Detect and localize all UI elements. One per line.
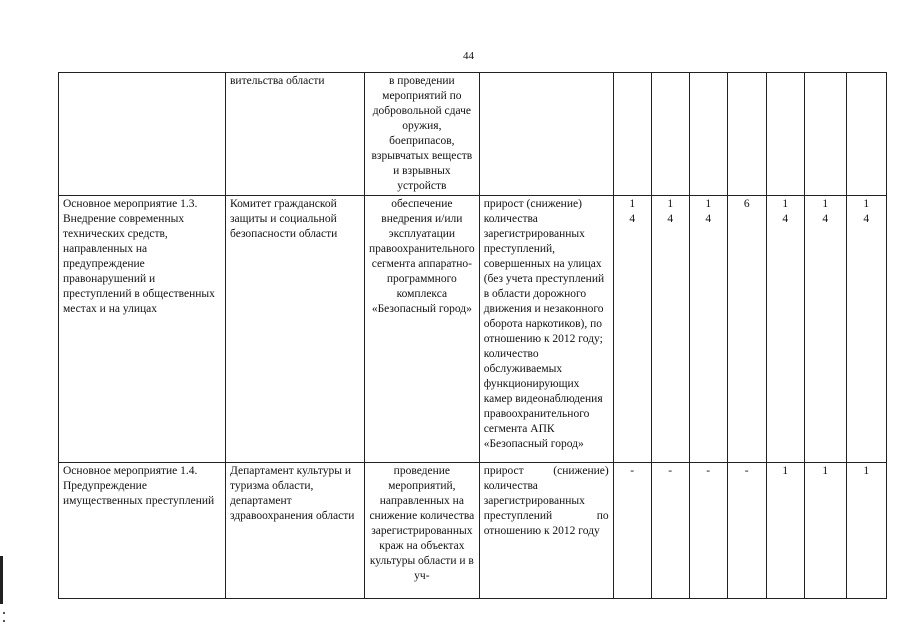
table-row: [59, 196, 887, 463]
purpose-cell: обеспечение внедрения и/или эксплуатации правоохранительного сегмента аппаратно-программного комплекса «Безопасный город»: [365, 196, 480, 463]
indicator-cell: прирост (снижение) количества зарегистрированных преступлений по отношению к 2012 году: [479, 463, 613, 599]
value-cell: -: [651, 463, 689, 599]
indicator-cell: прирост (снижение) количества зарегистрированных преступлений, совершенных на улицах (без учета преступлений в области дорожного движения и незаконного оборота наркотиков), по отношению к 2012 году; количество обслуживаемых функционирующих камер видеонаблюдения правоохранительного сегмента АПК «Безопасный город»: [479, 196, 613, 463]
event-cell: Основное мероприятие 1.3. Внедрение современных технических средств, направленных на предупреждение правонарушений и преступлений в общественных местах и на улицах: [59, 196, 226, 463]
value-cell: [766, 73, 804, 196]
value-cell: 6: [727, 196, 766, 463]
executor-cell: Департамент культуры и туризма области, департамент здравоохранения области: [226, 463, 365, 599]
scan-edge-mark: [0, 556, 3, 604]
value-cell: [846, 73, 886, 196]
indicator-cell: [479, 73, 613, 196]
value-cell: 1 4: [804, 196, 846, 463]
value-cell: 1 4: [613, 196, 651, 463]
value-cell: 1: [804, 463, 846, 599]
table-row: [59, 463, 887, 599]
scan-dot: [3, 612, 5, 614]
page-number: 44: [463, 50, 474, 62]
value-cell: 1 4: [651, 196, 689, 463]
value-cell: -: [727, 463, 766, 599]
value-cell: -: [689, 463, 727, 599]
value-cell: [613, 73, 651, 196]
value-cell: 1 4: [689, 196, 727, 463]
event-cell: [59, 73, 226, 196]
value-cell: [804, 73, 846, 196]
executor-cell: Комитет гражданской защиты и социальной безопасности области: [226, 196, 365, 463]
purpose-cell: в проведении мероприятий по добровольной сдаче оружия, боеприпасов, взрывчатых веществ и взрывных устройств: [365, 73, 480, 196]
event-cell: Основное мероприятие 1.4. Предупреждение имущественных преступлений: [59, 463, 226, 599]
scan-dot: [3, 620, 5, 622]
value-cell: 1 4: [766, 196, 804, 463]
program-table: [58, 72, 887, 599]
value-cell: [727, 73, 766, 196]
value-cell: [689, 73, 727, 196]
value-cell: [651, 73, 689, 196]
purpose-cell: проведение мероприятий, направленных на снижение количества зарегистрированных краж на объектах культуры области и в уч-: [365, 463, 480, 599]
value-cell: 1: [766, 463, 804, 599]
executor-cell: вительства области: [226, 73, 365, 196]
table-row: [59, 73, 887, 196]
value-cell: -: [613, 463, 651, 599]
value-cell: 1 4: [846, 196, 886, 463]
value-cell: 1: [846, 463, 886, 599]
